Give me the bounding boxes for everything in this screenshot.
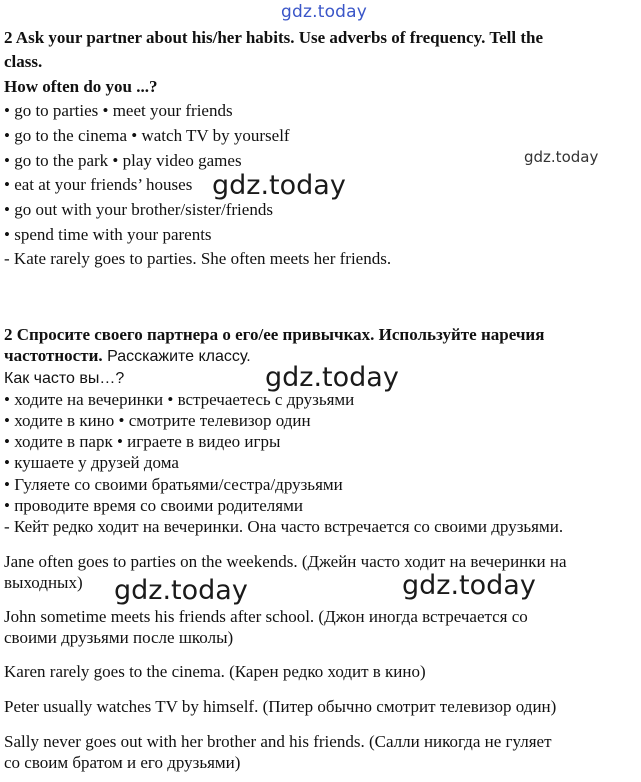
ru-example: - Кейт редко ходит на вечеринки. Она часто встречается со своими друзьями.	[4, 517, 564, 536]
ru-heading-line-1: 2 Спросите своего партнера о его/ее привычках. Используйте наречия	[4, 325, 545, 344]
ru-item: • Гуляете со своими братьями/сестра/друзьями	[4, 475, 343, 494]
watermark-large: gdz.today	[114, 575, 248, 606]
en-item: • go to the park • play video games	[4, 151, 242, 170]
watermark-large: gdz.today	[212, 170, 346, 201]
ru-question: Как часто вы…?	[4, 370, 125, 387]
ru-heading-rest: Расскажите классу.	[102, 348, 251, 365]
en-heading-line-1: 2 Ask your partner about his/her habits. Use adverbs of frequency. Tell the	[4, 28, 544, 47]
answer-2-line-1: John sometime meets his friends after school. (Джон иногда встречается со	[4, 607, 528, 626]
en-item: • go out with your brother/sister/friends	[4, 200, 273, 219]
en-item: • spend time with your parents	[4, 225, 212, 244]
answer-5-line-1: Sally never goes out with her brother and his friends. (Салли никогда не гуляет	[4, 732, 552, 751]
answer-4: Peter usually watches TV by himself. (Питер обычно смотрит телевизор один)	[4, 697, 557, 716]
answer-3: Karen rarely goes to the cinema. (Карен редко ходит в кино)	[4, 662, 426, 681]
ru-item: • проводите время со своими родителями	[4, 496, 303, 515]
ru-heading-line-2	[4, 346, 251, 367]
en-item: • go to parties • meet your friends	[4, 101, 233, 120]
answer-2-line-2: своими друзьями после школы)	[4, 628, 234, 647]
ru-item: • ходите в кино • смотрите телевизор один	[4, 411, 311, 430]
watermark-small: gdz.today	[524, 148, 599, 166]
answer-1-line-2: выходных)	[4, 573, 83, 592]
ru-heading-bold: частотности.	[4, 346, 103, 365]
en-question: How often do you ...?	[4, 77, 158, 96]
ru-item: • ходите в парк • играете в видео игры	[4, 432, 281, 451]
watermark-large: gdz.today	[265, 362, 399, 393]
watermark-large: gdz.today	[402, 570, 536, 601]
answer-5-line-2: со своим братом и его друзьями)	[4, 753, 241, 772]
answer-1-line-1: Jane often goes to parties on the weekends. (Джейн часто ходит на вечеринки на	[4, 552, 567, 571]
ru-item: • кушаете у друзей дома	[4, 453, 179, 472]
en-item: • eat at your friends’ houses	[4, 175, 193, 194]
ru-item: • ходите на вечеринки • встречаетесь с друзьями	[4, 390, 355, 409]
en-example: - Kate rarely goes to parties. She often meets her friends.	[4, 249, 392, 268]
watermark-top[interactable]: gdz.today	[281, 2, 368, 22]
en-item: • go to the cinema • watch TV by yourself	[4, 126, 290, 145]
en-heading-line-2: class.	[4, 52, 43, 71]
